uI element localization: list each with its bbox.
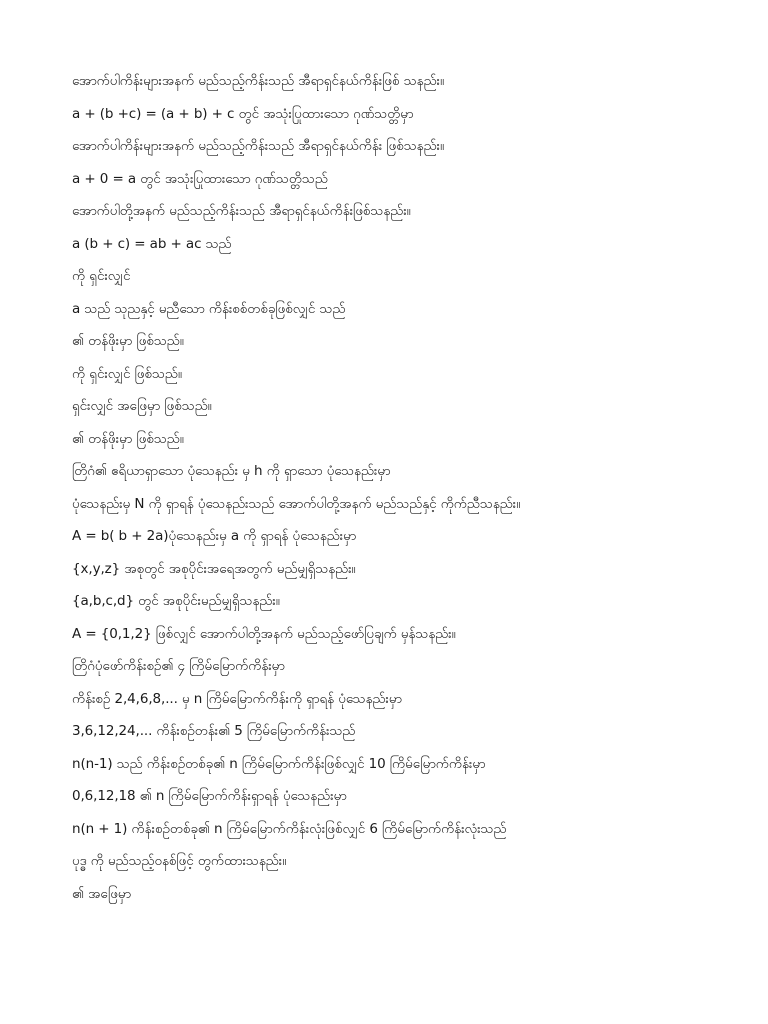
text-line: တြိဂံပုံဖော်ကိန်းစဉ်၏ ၄ ကြိမ်မြောက်ကိန်းမှာ xyxy=(72,658,285,674)
text-line: {a,b,c,d} တွင် အစုပိုင်းမည်မျှရှိသနည်း။ xyxy=(72,593,280,609)
text-line: ကို ရှင်းလျှင် ဖြစ်သည်။ xyxy=(72,365,182,382)
text-line: a + 0 = a တွင် အသုံးပြုထားသော ဂုဏ်သတ္တိသည် xyxy=(72,170,328,187)
text-line: A = b( b + 2a)ပုံသေနည်းမှ a ကို ရှာရန် ပုံသေနည်းမှာ xyxy=(72,528,357,544)
text-line: a သည် သုညနှင့် မညီသော ကိန်းစစ်တစ်ခုဖြစ်လျှင် သည် xyxy=(72,300,346,317)
text-line: ကို ရှင်းလျှင် xyxy=(72,268,131,284)
text-line: ရှင်းလျှင် အဖြေမှာ ဖြစ်သည်။ xyxy=(72,398,212,414)
text-line: ၏ အဖြေမှာ xyxy=(72,885,132,902)
text-line: A = {0,1,2} ဖြစ်လျှင် အောက်ပါတို့အနက် မည်သည့်ဖော်ပြချက် မှန်သနည်း။ xyxy=(72,625,456,642)
text-line: n(n-1) သည် ကိန်းစဉ်တစ်ခု၏ n ကြိမ်မြောက်ကိန်းဖြစ်လျှင် 10 ကြိမ်မြောက်ကိန်းမှာ xyxy=(72,755,486,772)
text-line: ၏ တန်ဖိုးမှာ ဖြစ်သည်။ xyxy=(72,430,184,447)
text-line: အောက်ပါကိန်းများအနက် မည်သည့်ကိန်းသည် အီရာရှင်နယ်ကိန်းဖြစ် သနည်း။ xyxy=(72,73,444,89)
question-list xyxy=(72,70,752,915)
text-line: တြိဂံ၏ ဧရိယာရှာသော ပုံသေနည်း မှ h ကို ရှာသော ပုံသေနည်းမှာ xyxy=(72,463,391,479)
text-line: {x,y,z} အစုတွင် အစုပိုင်းအရေအတွက် မည်မျှရှိသနည်း။ xyxy=(72,560,356,577)
text-line: ပုဒ္ဓ ကို မည်သည့်ဝနစ်ဖြင့် တွက်ထားသနည်း။ xyxy=(72,853,287,869)
text-line: အောက်ပါတို့အနက် မည်သည့်ကိန်းသည် အီရာရှင်နယ်ကိန်းဖြစ်သနည်း။ xyxy=(72,203,411,219)
text-line: ပုံသေနည်းမှ N ကို ရှာရန် ပုံသေနည်းသည် အောက်ပါတို့အနက် မည်သည်နှင့် ကိုက်ညီသနည်း။ xyxy=(72,495,521,512)
text-line: 0,6,12,18 ၏ n ကြိမ်မြောက်ကိန်းရှာရန် ပုံသေနည်းမှာ xyxy=(72,788,347,804)
text-line: ကိန်းစဉ် 2,4,6,8,... မှ n ကြိမ်မြောက်ကိန်းကို ရှာရန် ပုံသေနည်းမှာ xyxy=(72,690,403,707)
text-line: ၏ တန်ဖိုးမှာ ဖြစ်သည်။ xyxy=(72,333,184,349)
text-line: အောက်ပါကိန်းများအနက် မည်သည့်ကိန်းသည် အီရာရှင်နယ်ကိန်း ဖြစ်သနည်း။ xyxy=(72,138,444,154)
text-line: n(n + 1) ကိန်းစဉ်တစ်ခု၏ n ကြိမ်မြောက်ကိန်းလုံးဖြစ်လျှင် 6 ကြိမ်မြောက်ကိန်းလုံးသည် xyxy=(72,820,507,837)
text-line: a + (b +c) = (a + b) + c တွင် အသုံးပြုထားသော ဂုဏ်သတ္တိမှာ xyxy=(72,105,414,122)
text-line: 3,6,12,24,... ကိန်းစဉ်တန်း၏ 5 ကြိမ်မြောက်ကိန်းသည် xyxy=(72,723,356,739)
text-line: a (b + c) = ab + ac သည် xyxy=(72,235,232,252)
